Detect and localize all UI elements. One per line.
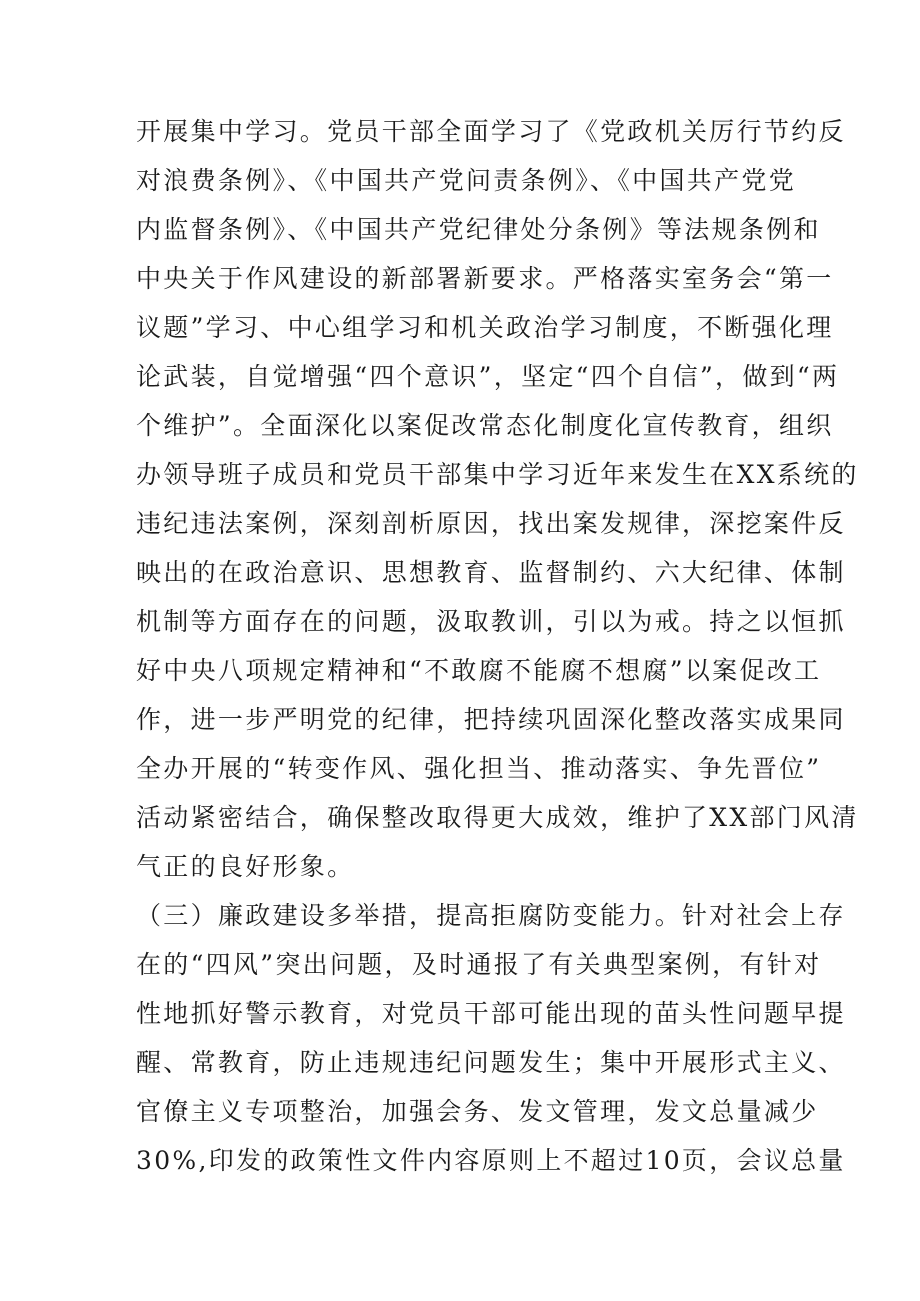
- paragraph-1-line: 中央关于作风建设的新部署新要求。严格落实室务会“第一: [136, 264, 834, 293]
- paragraph-1-line: 开展集中学习。党员干部全面学习了《党政机关厉行节约反: [136, 117, 846, 146]
- paragraph-1-line: 机制等方面存在的问题，汲取教训，引以为戒。持之以恒抓: [136, 607, 846, 636]
- paragraph-1-line: 议题”学习、中心组学习和机关政治学习制度，不断强化理: [136, 313, 834, 342]
- paragraph-1-line: 对浪费条例》、《中国共产党问责条例》、《中国共产党党: [136, 166, 796, 195]
- paragraph-1-line: 个维护”。全面深化以案促改常态化制度化宣传教育，组织: [136, 411, 834, 440]
- paragraph-2-line: 在的“四风”突出问题，及时通报了有关典型案例，有针对: [136, 950, 822, 979]
- paragraph-1-line: 违纪违法案例，深刻剖析原因，找出案发规律，深挖案件反: [136, 509, 846, 538]
- paragraph-2-line: 官僚主义专项整治，加强会务、发文管理，发文总量减少: [136, 1097, 819, 1126]
- paragraph-2-line: 醒、常教育，防止违规违纪问题发生；集中开展形式主义、: [136, 1048, 846, 1077]
- paragraph-1-line: 全办开展的“转变作风、强化担当、推动落实、争先晋位”: [136, 754, 822, 783]
- paragraph-1-line: 好中央八项规定精神和“不敢腐不能腐不想腐”以案促改工: [136, 656, 822, 685]
- paragraph-2-line: （三）廉政建设多举措，提高拒腐防变能力。针对社会上存: [136, 901, 846, 930]
- document-body: [136, 107, 859, 1185]
- paragraph-2-line: 性地抓好警示教育，对党员干部可能出现的苗头性问题早提: [136, 999, 846, 1028]
- paragraph-1-line: 气正的良好形象。: [136, 852, 355, 881]
- paragraph-1-line: 内监督条例》、《中国共产党纪律处分条例》等法规条例和: [136, 215, 821, 244]
- paragraph-2-line: 30%,印发的政策性文件内容原则上不超过10页，会议总量: [136, 1146, 846, 1175]
- paragraph-1-line: 作，进一步严明党的纪律，把持续巩固深化整改落实成果同: [136, 705, 846, 734]
- paragraph-1-line: 映出的在政治意识、思想教育、监督制约、六大纪律、体制: [136, 558, 846, 587]
- paragraph-1-line: 论武装，自觉增强“四个意识”，坚定“四个自信”，做到“两: [136, 362, 840, 391]
- paragraph-1-line: 办领导班子成员和党员干部集中学习近年来发生在XX系统的: [136, 460, 859, 489]
- paragraph-1-line: 活动紧密结合，确保整改取得更大成效，维护了XX部门风清: [136, 803, 859, 832]
